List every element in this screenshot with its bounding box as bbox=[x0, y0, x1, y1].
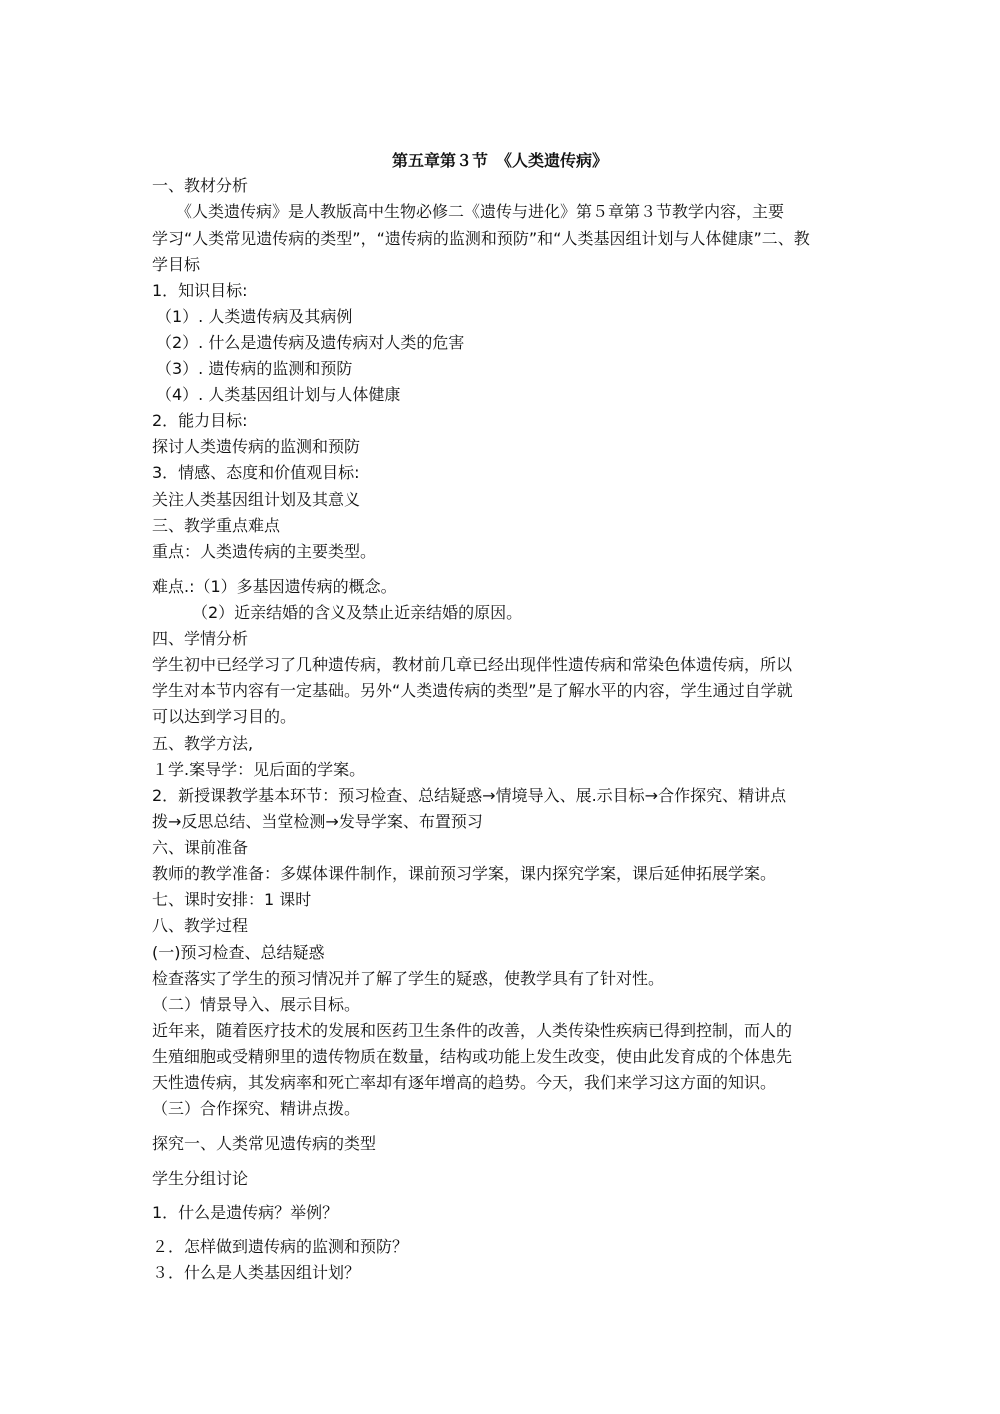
paragraph-line: 探讨人类遗传病的监测和预防 bbox=[152, 437, 361, 456]
paragraph-line: 生殖细胞或受精卵里的遗传物质在数量，结构或功能上发生改变，使由此发育成的个体患先 bbox=[152, 1047, 793, 1066]
paragraph-line: 《人类遗传病》是人教版高中生物必修二《遗传与进化》第５章第３节教学内容，主要 bbox=[152, 202, 785, 221]
list-item: （1）. 人类遗传病及其病例 bbox=[156, 307, 353, 326]
section-heading-3: 三、教学重点难点 bbox=[152, 516, 281, 535]
subsection-heading: （三）合作探究、精讲点拨。 bbox=[152, 1099, 361, 1118]
paragraph-line: 关注人类基因组计划及其意义 bbox=[152, 490, 361, 509]
list-item: （2）. 什么是遗传病及遗传病对人类的危害 bbox=[156, 333, 465, 352]
paragraph-line: １学.案导学：见后面的学案。 bbox=[152, 760, 366, 779]
paragraph-line: 近年来，随着医疗技术的发展和医药卫生条件的改善，人类传染性疾病已得到控制，而人的 bbox=[152, 1021, 793, 1040]
paragraph-line: 教师的教学准备：多媒体课件制作，课前预习学案，课内探究学案，课后延伸拓展学案。 bbox=[152, 864, 777, 883]
list-heading: 3．情感、态度和价值观目标: bbox=[152, 463, 360, 482]
paragraph-line: 检查落实了学生的预习情况并了解了学生的疑惑，使教学具有了针对性。 bbox=[152, 969, 665, 988]
chapter-title: 第五章第３节 《人类遗传病》 bbox=[391, 151, 608, 170]
paragraph-line: 探究一、人类常见遗传病的类型 bbox=[152, 1134, 377, 1153]
paragraph-line: 难点.:（1）多基因遗传病的概念。 bbox=[152, 577, 397, 596]
paragraph-line: 学习“人类常见遗传病的类型”，“遗传病的监测和预防”和“人类基因组计划与人体健康”二、教 bbox=[152, 229, 810, 248]
paragraph-line: 学生初中已经学习了几种遗传病，教材前几章已经出现伴性遗传病和常染色体遗传病，所以 bbox=[152, 655, 793, 674]
section-heading-7: 七、课时安排：1 课时 bbox=[152, 890, 312, 909]
section-heading-6: 六、课前准备 bbox=[152, 838, 249, 857]
section-heading-5: 五、教学方法, bbox=[152, 734, 254, 753]
paragraph-line: 2．新授课教学基本环节：预习检查、总结疑惑→情境导入、展.示目标→合作探究、精讲点 bbox=[152, 786, 787, 805]
paragraph-line: 拨→反思总结、当堂检测→发导学案、布置预习 bbox=[152, 812, 483, 831]
section-heading-1: 一、教材分析 bbox=[152, 176, 249, 195]
paragraph-line: （2）近亲结婚的含义及禁止近亲结婚的原因。 bbox=[152, 603, 523, 622]
paragraph-line: 重点：人类遗传病的主要类型。 bbox=[152, 542, 377, 561]
paragraph-line: 天性遗传病，其发病率和死亡率却有逐年增高的趋势。今天，我们来学习这方面的知识。 bbox=[152, 1073, 777, 1092]
section-heading-4: 四、学情分析 bbox=[152, 629, 249, 648]
paragraph-line: 可以达到学习目的。 bbox=[152, 707, 297, 726]
list-item: （3）. 遗传病的监测和预防 bbox=[156, 359, 353, 378]
question-item: 1．什么是遗传病？举例？ bbox=[152, 1203, 339, 1222]
question-item: ２．怎样做到遗传病的监测和预防？ bbox=[152, 1237, 409, 1256]
list-item: （4）. 人类基因组计划与人体健康 bbox=[156, 385, 401, 404]
paragraph-line: 学生对本节内容有一定基础。另外“人类遗传病的类型”是了解水平的内容，学生通过自学就 bbox=[152, 681, 793, 700]
subsection-heading: （二）情景导入、展示目标。 bbox=[152, 995, 361, 1014]
section-heading-8: 八、教学过程 bbox=[152, 916, 249, 935]
question-item: ３．什么是人类基因组计划？ bbox=[152, 1263, 361, 1282]
list-heading: 1．知识目标: bbox=[152, 281, 248, 300]
paragraph-line: 学生分组讨论 bbox=[152, 1169, 249, 1188]
subsection-heading: (一)预习检查、总结疑惑 bbox=[152, 943, 325, 962]
paragraph-line: 学目标 bbox=[152, 255, 201, 274]
list-heading: 2．能力目标: bbox=[152, 411, 248, 430]
